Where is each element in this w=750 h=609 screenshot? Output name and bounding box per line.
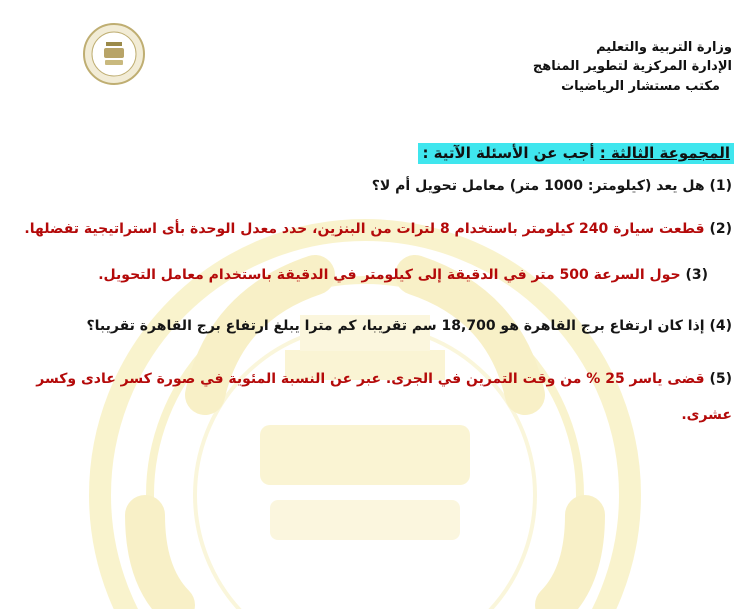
question-4-number: (4) xyxy=(709,318,732,334)
question-2-text: قطعت سيارة 240 كيلومتر باستخدام 8 لترات من البنزين، حدد معدل الوحدة بأى استراتيجية تفضلها. xyxy=(24,221,705,237)
question-5 xyxy=(32,361,732,433)
group-title xyxy=(418,143,734,164)
question-4-text: إذا كان ارتفاع برج القاهرة هو 18,700 سم تقريبا، كم مترا يبلغ ارتفاع برج القاهرة تقريبا؟ xyxy=(86,318,705,334)
group-title-text: أجب عن الأسئلة الآتية : xyxy=(422,144,595,162)
question-1-number: (1) xyxy=(709,178,732,194)
question-1-text: هل يعد (كيلومتر: 1000 متر) معامل تحويل أم لا؟ xyxy=(371,178,705,194)
group-title-label: المجموعة الثالثة : xyxy=(599,144,730,162)
header-office: مكتب مستشار الرياضيات xyxy=(561,79,720,94)
question-3 xyxy=(98,264,708,286)
question-1 xyxy=(372,175,732,197)
ministry-logo xyxy=(82,22,146,86)
question-5-text: قضى ياسر 25 % من وقت التمرين في الجرى. عبر عن النسبة المئوية في صورة كسر عادى وكسر عشرى. xyxy=(36,371,732,423)
header-ministry: وزارة التربية والتعليم xyxy=(596,40,732,55)
question-5-number: (5) xyxy=(709,371,732,387)
question-3-number: (3) xyxy=(685,267,708,283)
header-department: الإدارة المركزية لتطوير المناهج xyxy=(532,59,732,74)
question-4 xyxy=(87,315,732,337)
question-2-number: (2) xyxy=(709,221,732,237)
question-3-text: حول السرعة 500 متر في الدقيقة إلى كيلومتر في الدقيقة باستخدام معامل التحويل. xyxy=(98,267,681,283)
question-2 xyxy=(24,218,732,240)
